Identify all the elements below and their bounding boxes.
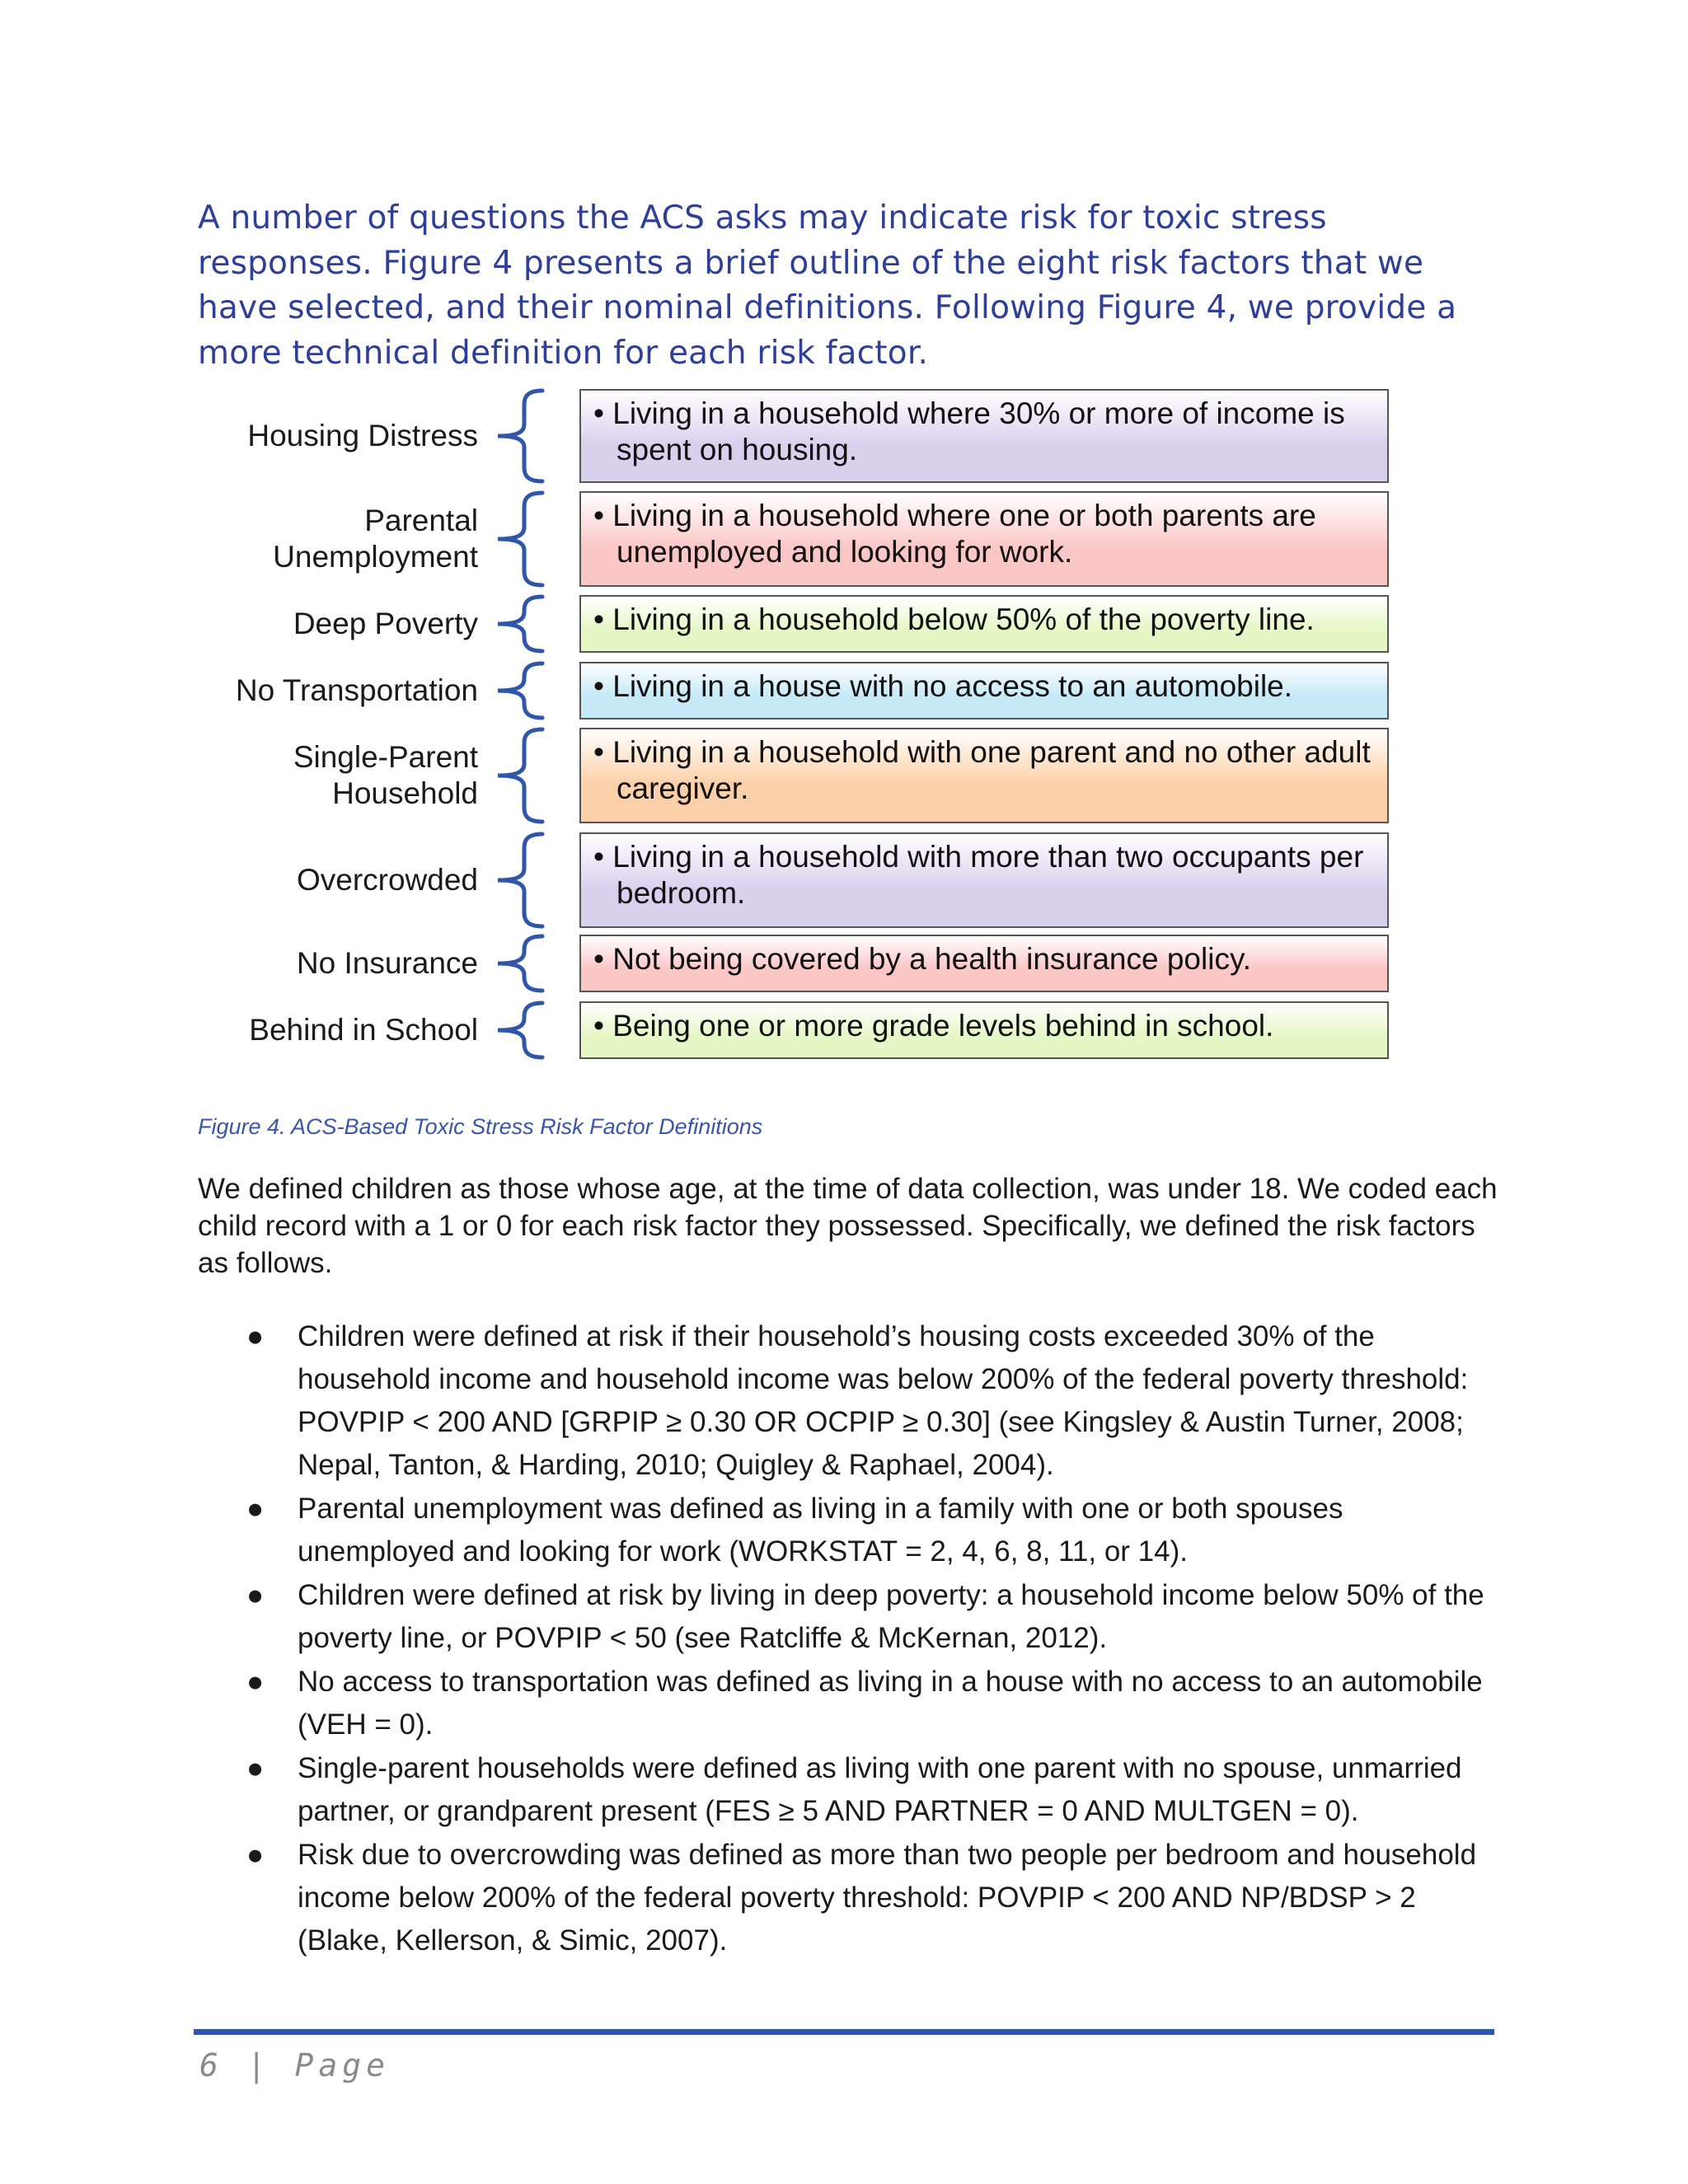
list-item xyxy=(198,1747,1500,1833)
risk-factor-row xyxy=(0,1001,1688,1059)
bullet-icon: • xyxy=(593,942,604,976)
risk-factor-definition: Not being covered by a health insurance policy. xyxy=(612,942,1251,976)
list-item-text: Single-parent households were defined as living with one parent with no spouse, unmarried partner, or grandparent present (FES ≥ 5 AND PARTNER = 0 AND MULTGEN = 0). xyxy=(298,1752,1462,1827)
list-item xyxy=(198,1834,1500,1962)
bullet-icon: • xyxy=(593,602,604,636)
curly-brace-icon xyxy=(491,1001,557,1060)
footer-rule xyxy=(194,2029,1494,2035)
list-item-text: Risk due to overcrowding was defined as more than two people per bedroom and household income below 200% of the federal poverty threshold: POVPIP < 200 AND NP/BDSP > 2 (Blake, Kellerson, & Simic, 2007). xyxy=(298,1839,1477,1957)
risk-factor-definition: Living in a household below 50% of the poverty line. xyxy=(612,602,1315,636)
bullet-icon: • xyxy=(593,669,604,703)
brace-path xyxy=(498,597,542,651)
risk-factor-label: Deep Poverty xyxy=(293,607,478,640)
bullet-icon: • xyxy=(593,499,604,532)
risk-factor-row xyxy=(0,389,1688,483)
bullet-icon: ● xyxy=(246,1839,265,1871)
risk-factor-label: No Insurance xyxy=(296,946,478,980)
bullet-icon: ● xyxy=(246,1320,265,1352)
risk-factor-definition-box xyxy=(579,491,1389,587)
list-item xyxy=(198,1315,1500,1487)
risk-factor-definition: Living in a household where one or both parents are unemployed and looking for work. xyxy=(612,499,1316,569)
list-item xyxy=(198,1661,1500,1746)
risk-factor-row xyxy=(0,662,1688,719)
risk-factor-label: No Transportation xyxy=(235,673,478,707)
risk-factor-definition-box xyxy=(579,832,1389,928)
risk-factor-definition-box xyxy=(579,935,1389,992)
curly-brace-icon xyxy=(491,934,557,993)
brace-path xyxy=(498,1003,542,1057)
list-item-text: No access to transportation was defined as living in a house with no access to an automobile (VEH = 0). xyxy=(298,1666,1483,1741)
risk-factor-label: Single-Parent Household xyxy=(293,740,478,810)
bullet-icon: • xyxy=(593,1009,604,1043)
bullet-icon: • xyxy=(593,396,604,430)
risk-factor-definition: Being one or more grade levels behind in school. xyxy=(612,1009,1274,1043)
brace-path xyxy=(498,391,542,481)
list-item-text: Children were defined at risk if their household’s housing costs exceeded 30% of the household income and household income was below 200% of the federal poverty threshold: POVPIP < 200 AND [GRPIP ≥ 0.30 OR OCPIP ≥ 0.30] (see Kingsley & Austin Turner, 2008; Nepal, Tanton, & Harding, 2010; Quigley & Raphael, 2004). xyxy=(298,1320,1469,1481)
list-item-text: Children were defined at risk by living in deep poverty: a household income below 50% of the poverty line, or POVPIP < 50 (see Ratcliffe & McKernan, 2012). xyxy=(298,1579,1484,1654)
curly-brace-icon xyxy=(491,594,557,654)
risk-factor-definition: Living in a household with more than two occupants per bedroom. xyxy=(612,840,1364,910)
list-item xyxy=(198,1574,1500,1660)
risk-factor-definition: Living in a household with one parent and no other adult caregiver. xyxy=(612,735,1371,805)
bullet-icon: ● xyxy=(246,1752,265,1784)
bullet-icon: ● xyxy=(246,1666,265,1698)
risk-factor-row xyxy=(0,832,1688,928)
figure-caption: Figure 4. ACS-Based Toxic Stress Risk Factor Definitions xyxy=(198,1114,763,1139)
risk-factor-definition-box xyxy=(579,1001,1389,1059)
brace-path xyxy=(498,493,542,585)
brace-path xyxy=(498,663,542,718)
curly-brace-icon xyxy=(491,388,557,484)
risk-factor-definition-box xyxy=(579,728,1389,823)
risk-factor-label: Behind in School xyxy=(249,1013,478,1047)
risk-factor-row xyxy=(0,728,1688,823)
risk-factor-row xyxy=(0,491,1688,587)
brace-path xyxy=(498,936,542,991)
curly-brace-icon xyxy=(491,490,557,588)
risk-factor-label: Parental Unemployment xyxy=(273,504,478,574)
risk-factor-definition: Living in a household where 30% or more of income is spent on housing. xyxy=(612,396,1345,466)
list-item xyxy=(198,1488,1500,1573)
brace-path xyxy=(498,834,542,926)
bullet-icon: • xyxy=(593,735,604,769)
list-item-text: Parental unemployment was defined as living in a family with one or both spouses unemployed and looking for work (WORKSTAT = 2, 4, 6, 8, 11, or 14). xyxy=(298,1493,1343,1568)
risk-definition-list xyxy=(198,1315,1500,1963)
bullet-icon: ● xyxy=(246,1493,265,1525)
risk-factor-definition: Living in a house with no access to an automobile. xyxy=(612,669,1293,703)
brace-path xyxy=(498,729,542,822)
curly-brace-icon xyxy=(491,727,557,824)
risk-factor-row xyxy=(0,595,1688,653)
curly-brace-icon xyxy=(491,661,557,720)
risk-factor-label: Housing Distress xyxy=(247,419,478,452)
intro-paragraph: A number of questions the ACS asks may indicate risk for toxic stress responses. Figure 4 presents a brief outline of the eight risk factors that we have selected, and their nominal definitions. Following Figure 4, we provide a more technical definition for each risk factor. xyxy=(198,199,1457,372)
body-paragraph: We defined children as those whose age, at the time of data collection, was under 18. We coded each child record with a 1 or 0 for each risk factor they possessed. Specifically, we defined the risk factors as follows. xyxy=(198,1173,1498,1279)
risk-factor-label: Overcrowded xyxy=(296,863,478,897)
bullet-icon: ● xyxy=(246,1579,265,1611)
page-footer: 6 | Page xyxy=(199,2047,391,2083)
risk-factor-row xyxy=(0,935,1688,992)
risk-factor-definition-box xyxy=(579,595,1389,653)
curly-brace-icon xyxy=(491,832,557,929)
risk-factor-definition-box xyxy=(579,662,1389,719)
risk-factor-figure xyxy=(0,387,1688,1063)
risk-factor-definition-box xyxy=(579,389,1389,483)
bullet-icon: • xyxy=(593,840,604,874)
